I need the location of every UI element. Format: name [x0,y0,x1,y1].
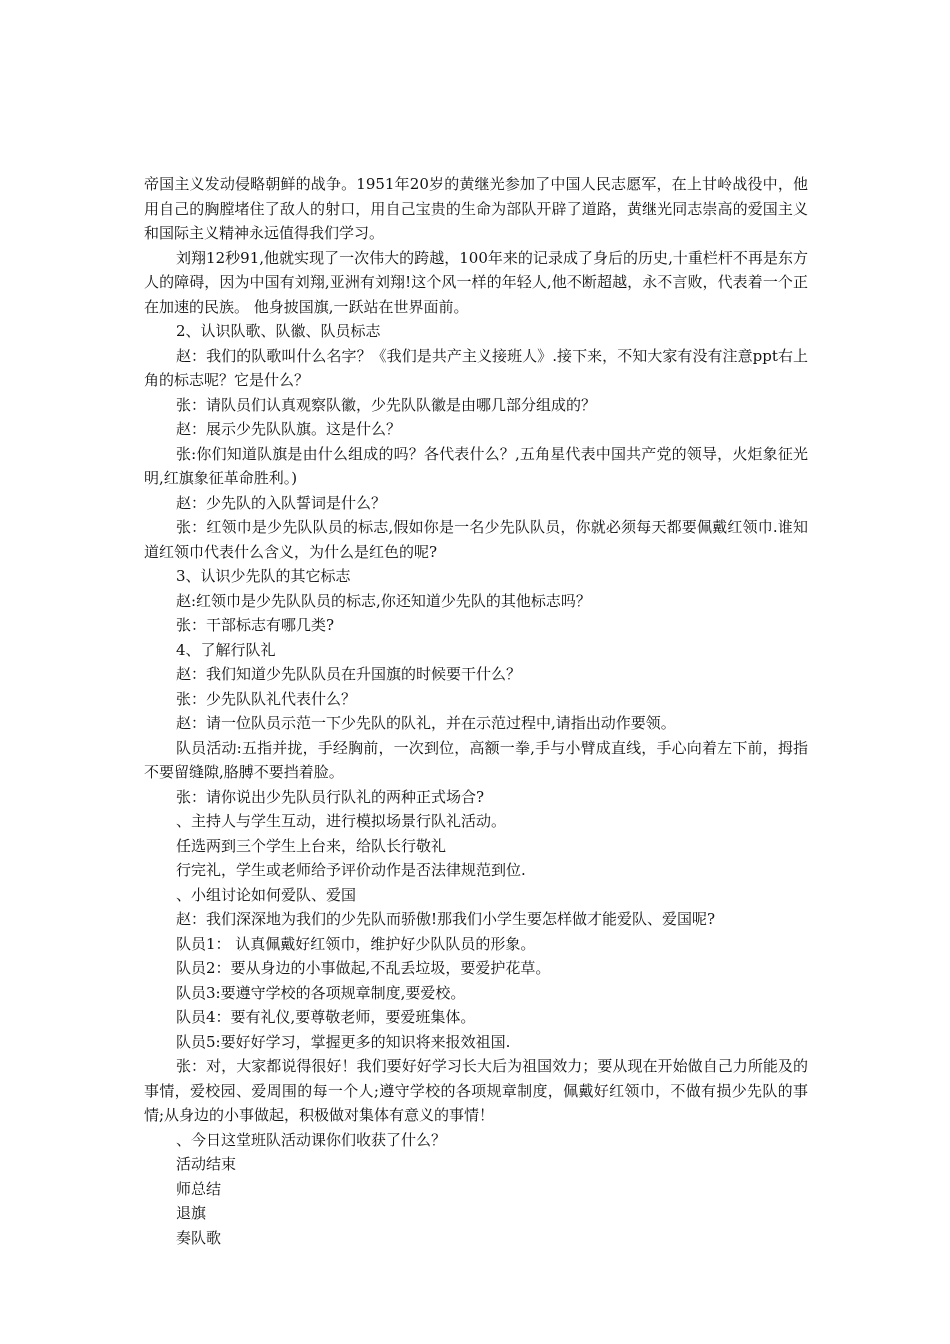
section-heading: 4、了解行队礼 [176,640,276,659]
section-heading: 2、认识队歌、队徽、队员标志 [176,322,381,340]
section-heading: 3、认识少先队的其它标志 [176,567,351,585]
document-body [144,172,808,1250]
paragraph: 队员2：要从身边的小事做起,不乱丢垃圾，要爱护花草。 [176,959,551,977]
paragraph: 奏队歌 [176,1228,222,1247]
paragraph: 赵：展示少先队队旗。这是什么？ [176,420,402,438]
paragraph: 队员3:要遵守学校的各项规章制度,要爱校。 [176,983,466,1002]
paragraph: 队员4：要有礼仪,要尊敬老师，要爱班集体。 [176,1008,476,1026]
paragraph: 赵：我们深深地为我们的少先队而骄傲!那我们小学生要怎样做才能爱队、爱国呢? [176,910,716,928]
paragraph: 师总结 [176,1179,222,1198]
paragraph: 、小组讨论如何爱队、爱国 [176,885,357,904]
paragraph: 、今日这堂班队活动课你们收获了什么？ [176,1130,447,1149]
paragraph: 行完礼，学生或老师给予评价动作是否法律规范到位. [176,861,526,879]
paragraph: 张：干部标志有哪几类? [176,616,335,634]
paragraph: 队员1： 认真佩戴好红领巾，维护好少队队员的形象。 [176,934,536,953]
paragraph: 赵：我们的队歌叫什么名字？《我们是共产主义接班人》.接下来，不知大家有没有注意ppt右上角的标志呢？它是什么？ [144,346,808,389]
paragraph: 活动结束 [176,1155,237,1173]
paragraph: 张：请队员们认真观察队徽，少先队队徽是由哪几部分组成的？ [176,395,597,414]
paragraph: 张:你们知道队旗是由什么组成的吗？各代表什么？,五角星代表中国共产党的领导，火炬象征光明,红旗象征革命胜利。) [144,444,808,487]
paragraph: 张：对，大家都说得很好！我们要好好学习长大后为祖国效力；要从现在开始做自己力所能及的事情，爱校园、爱周围的每一个人;遵守学校的各项规章制度，佩戴好红领巾，不做有损少先队的事情;从身边的小事做起，积极做对集体有意义的事情！ [144,1057,808,1124]
paragraph: 张：请你说出少先队员行队礼的两种正式场合? [176,787,485,806]
paragraph: 赵：少先队的入队誓词是什么？ [176,493,387,512]
paragraph: 队员5:要好好学习，掌握更多的知识将来报效祖国. [176,1032,511,1051]
paragraph: 任选两到三个学生上台来，给队长行敬礼 [176,836,447,855]
paragraph: 帝国主义发动侵略朝鲜的战争。1951年20岁的黄继光参加了中国人民志愿军，在上甘岭战役中，他用自己的胸膛堵住了敌人的射口，用自己宝贵的生命为部队开辟了道路，黄继光同志崇高的爱国主义和国际主义精神永远值得我们学习。 [144,175,808,242]
paragraph: 退旗 [176,1204,207,1222]
paragraph: 赵:红领巾是少先队队员的标志,你还知道少先队的其他标志吗？ [176,591,591,610]
paragraph: 赵：我们知道少先队队员在升国旗的时候要干什么？ [176,665,522,683]
paragraph: 、主持人与学生互动，进行模拟场景行队礼活动。 [176,812,507,830]
paragraph: 张：少先队队礼代表什么？ [176,689,357,708]
paragraph: 队员活动:五指并拢，手经胸前，一次到位，高额一拳,手与小臂成直线，手心向着左下前，拇指不要留缝隙,胳膊不要挡着脸。 [144,738,808,781]
paragraph: 刘翔12秒91,他就实现了一次伟大的跨越，100年来的记录成了身后的历史,十重栏杆不再是东方人的障碍，因为中国有刘翔,亚洲有刘翔!这个风一样的年轻人,他不断超越，永不言败，代表着一个正在加速的民族。 他身披国旗,一跃站在世界面前。 [144,248,808,316]
paragraph: 赵：请一位队员示范一下少先队的队礼，并在示范过程中,请指出动作要领。 [176,714,676,732]
paragraph: 张：红领巾是少先队队员的标志,假如你是一名少先队队员，你就必须每天都要佩戴红领巾.谁知道红领巾代表什么含义，为什么是红色的呢? [144,518,808,561]
